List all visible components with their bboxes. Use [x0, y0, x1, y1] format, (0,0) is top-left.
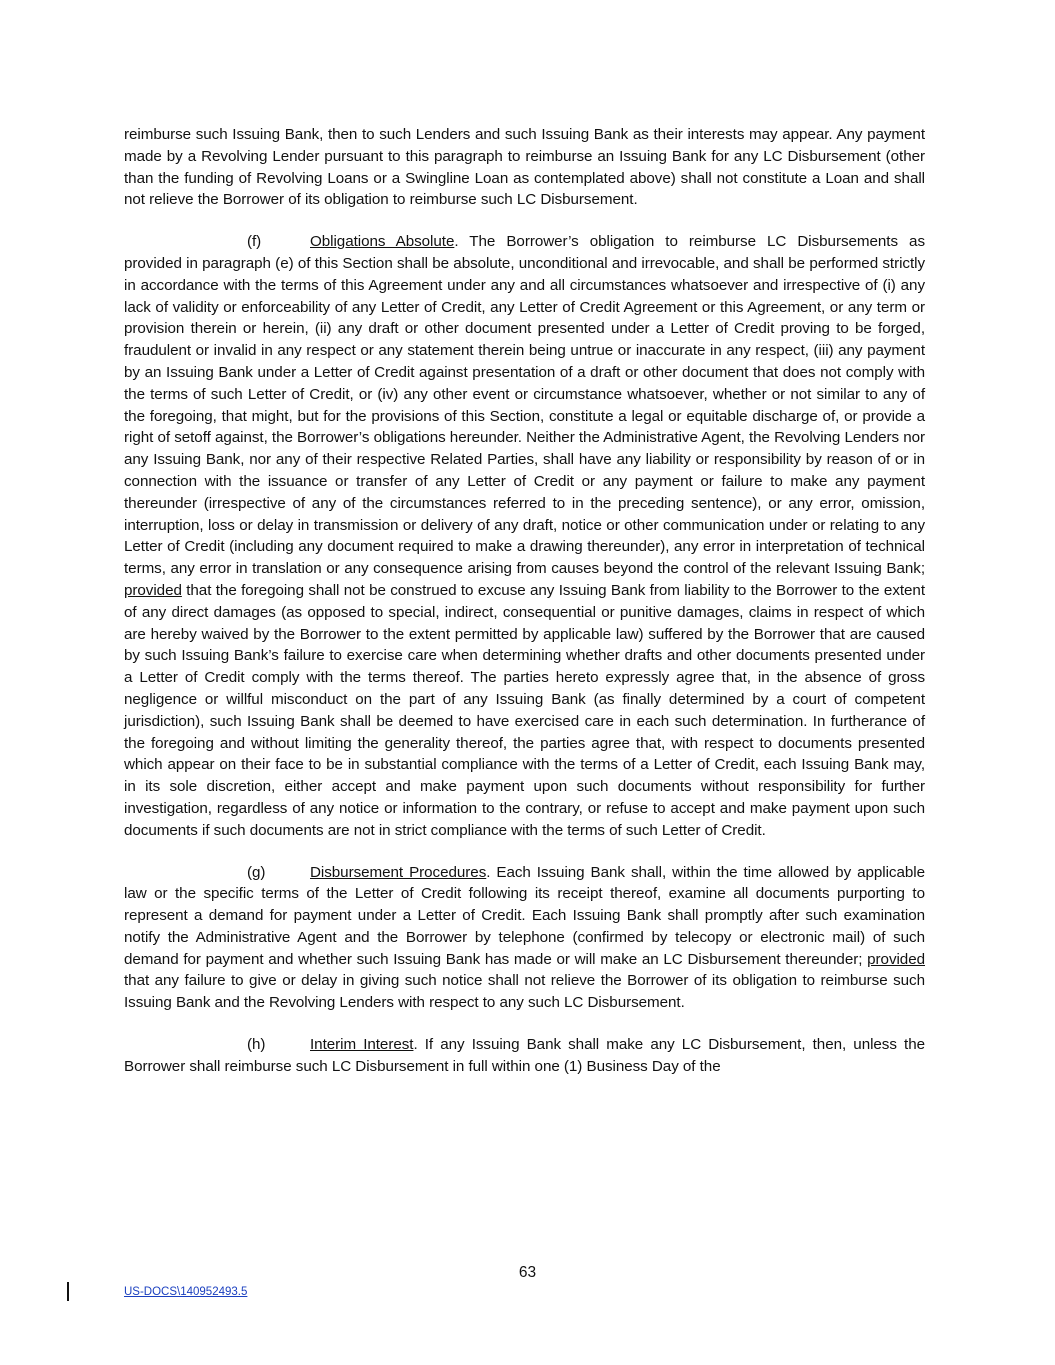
paragraph-g-text-continued: that any failure to give or delay in giving such notice shall not relieve the Borrower of its obligation to reimburse such Issuing Bank and the Revolving Lenders with respect to any such LC Disbursement.: [124, 972, 925, 1012]
paragraph-continuation: [124, 124, 925, 211]
page-number: 63: [518, 1264, 537, 1281]
paragraph-f: [124, 231, 925, 841]
paragraph-g-label: (g): [247, 863, 266, 881]
paragraph-g-heading: Disbursement Procedures: [310, 863, 487, 881]
paragraph-text: reimburse such Issuing Bank, then to such Lenders and such Issuing Bank as their interests may appear. Any payment made by a Revolving Lender pursuant to this paragraph to reimburse an Issuing Bank for any LC Disbursement (other than the funding of Revolving Loans or a Swingline Loan as contemplated above) shall not constitute a Loan and shall not relieve the Borrower of its obligation to reimburse such LC Disbursement.: [124, 126, 925, 209]
paragraph-h-text: . If any Issuing Bank shall make any LC Disbursement, then, unless the Borrower shall reimburse such LC Disbursement in full within one (1) Business Day of the: [124, 1036, 925, 1075]
paragraph-g-proviso: provided: [867, 950, 925, 968]
document-body: [124, 124, 925, 1078]
revision-change-bar: [67, 1282, 69, 1301]
document-id-link[interactable]: US-DOCS\140952493.5: [124, 1286, 248, 1298]
paragraph-f-heading: Obligations Absolute: [310, 233, 455, 251]
paragraph-f-text: . The Borrower’s obligation to reimburse LC Disbursements as provided in paragraph (e) of this Section shall be absolute, unconditional and irrevocable, and shall be performed strictly in accordance with the terms of this Agreement under any and all circumstances whatsoever and irrespective of (i) any lack of validity or enforceability of any Letter of Credit, any Letter of Credit Agreement or this Agreement, or any term or provision therein or herein, (ii) any draft or other document presented under a Letter of Credit proving to be forged, fraudulent or invalid in any respect or any statement therein being untrue or inaccurate in any respect, (iii) any payment by an Issuing Bank under a Letter of Credit against presentation of a draft or other document that does not comply with the terms of such Letter of Credit, or (iv) any other event or circumstance whatsoever, whether or not similar to any of the foregoing, that might, but for the provisions of this Section, constitute a legal or equitable discharge of, or provide a right of setoff against, the Borrower’s obligations hereunder. Neither the Administrative Agent, the Revolving Lenders nor any Issuing Bank, nor any of their respective Related Parties, shall have any liability or responsibility by reason of or in connection with the issuance or transfer of any Letter of Credit or any payment or failure to make any payment thereunder (irrespective of any of the circumstances referred to in the preceding sentence), or any error, omission, interruption, loss or delay in transmission or delivery of any draft, notice or other communication under or relating to any Letter of Credit (including any document required to make a drawing thereunder), any error in interpretation of technical terms, any error in translation or any consequence arising from causes beyond the control of the relevant Issuing Bank;: [124, 233, 926, 578]
paragraph-h-label: (h): [247, 1036, 266, 1054]
paragraph-f-text-continued: that the foregoing shall not be construed to excuse any Issuing Bank from liability to the Borrower to the extent of any direct damages (as opposed to special, indirect, consequential or punitive damages, claims in respect of which are hereby waived by the Borrower to the extent permitted by applicable law) suffered by the Borrower that are caused by such Issuing Bank’s failure to exercise care when determining whether drafts and other documents presented under a Letter of Credit comply with the terms thereof. The parties hereto expressly agree that, in the absence of gross negligence or willful misconduct on the part of any Issuing Bank (as finally determined by a court of competent jurisdiction), such Issuing Bank shall be deemed to have exercised care in each such determination. In furtherance of the foregoing and without limiting the generality thereof, the parties agree that, with respect to documents presented which appear on their face to be in substantial compliance with the terms of a Letter of Credit, each Issuing Bank may, in its sole discretion, either accept and make payment upon such documents without responsibility for further investigation, regardless of any notice or information to the contrary, or refuse to accept and make payment upon such documents if such documents are not in strict compliance with the terms of such Letter of Credit.: [124, 581, 925, 839]
paragraph-g: [124, 862, 925, 1015]
paragraph-f-label: (f): [247, 233, 262, 251]
paragraph-h-heading: Interim Interest: [310, 1036, 414, 1054]
paragraph-f-proviso: provided: [124, 581, 182, 599]
paragraph-g-text: . Each Issuing Bank shall, within the time allowed by applicable law or the specific terms of the Letter of Credit following its receipt thereof, examine all documents purporting to represent a demand for payment under a Letter of Credit. Each Issuing Bank shall promptly after such examination notify the Administrative Agent and the Borrower by telephone (confirmed by telecopy or electronic mail) of such demand for payment and whether such Issuing Bank has made or will make an LC Disbursement thereunder;: [124, 863, 925, 968]
paragraph-h: [124, 1034, 925, 1078]
